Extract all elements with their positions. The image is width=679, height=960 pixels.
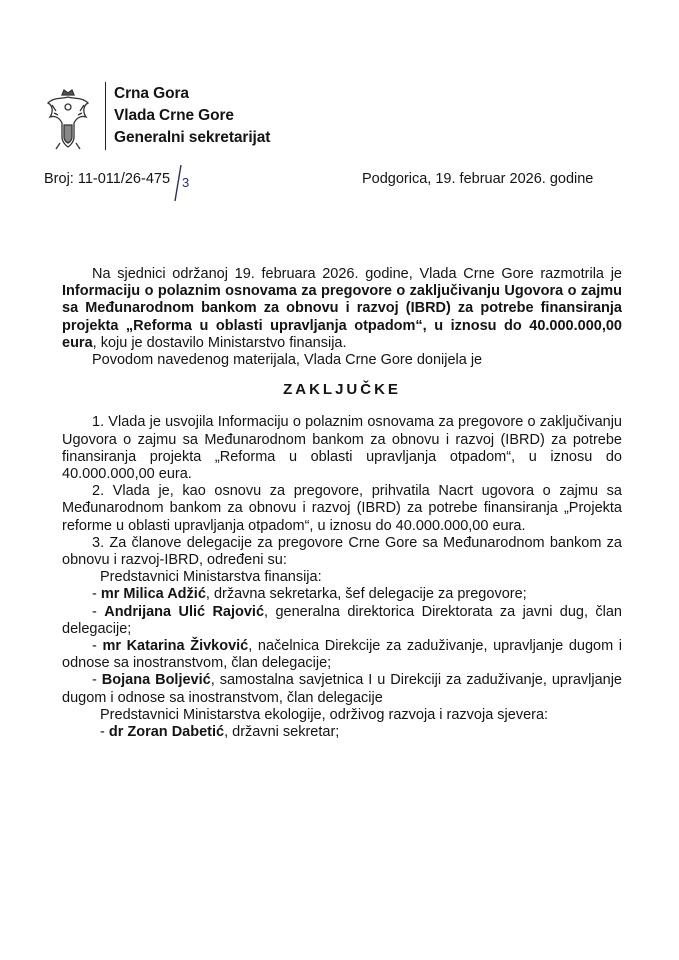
intro-paragraph: Na sjednici održanoj 19. februara 2026. godine, Vlada Crne Gore razmotrila je Informaciju o polaznim osnovama za pregovore o zaključivanju Ugovora o zajmu sa Međunarodnom bankom za obnovu i razvoj (IBRD) za potrebe finansiranja projekta „Reforma u oblasti upravljanja otpadom“, u iznosu do 40.000.000,00 eura, koju je dostavilo Ministarstvo finansija. xyxy=(62,266,622,351)
conclusion-3: 3. Za članove delegacije za pregovore Crne Gore sa Međunarodnom bankom za obnovu i razvoj-IBRD, određeni su: xyxy=(62,534,622,569)
header-divider xyxy=(105,82,106,150)
place-and-date: Podgorica, 19. februar 2026. godine xyxy=(362,171,594,187)
ecology-member-1: - dr Zoran Dabetić, državni sekretar; xyxy=(100,724,340,741)
conclusion-1: 1. Vlada je usvojila Informaciju o polaznim osnovama za pregovore o zaključivanju Ugovora o zajmu sa Međunarodnom bankom za obnovu i razvoj (IBRD) za potrebe finansiranja projekta „Reforma u oblasti upravljanja otpadom“, u iznosu do 40.000.000,00 eura. xyxy=(62,414,622,483)
conclusion-2: 2. Vlada je, kao osnovu za pregovore, prihvatila Nacrt ugovora o zajmu sa Međunarodnom bankom za obnovu i razvoj (IBRD) za potrebe finansiranja „Projekta reforme u oblasti upravljanja otpadom“, u iznosu do 40.000.000,00 eura. xyxy=(62,483,622,534)
member-3: - mr Katarina Živković, načelnica Direkcije za zaduživanje, upravljanje dugom i odnose sa inostranstvom, član delegacije; xyxy=(62,638,622,672)
reference-number: Broj: 11-011/26-475 xyxy=(44,171,171,187)
coat-of-arms-icon xyxy=(44,87,92,151)
member-1: - mr Milica Adžić, državna sekretarka, šef delegacije za pregovore; xyxy=(92,586,527,603)
member-2: - Andrijana Ulić Rajović, generalna direktorica Direktorata za javni dug, član delegacije; xyxy=(62,603,622,637)
header-secretariat: Generalni sekretarijat xyxy=(114,129,271,146)
member-4: - Bojana Boljević, samostalna savjetnica I u Direkciji za zaduživanje, upravljanje dugom i odnose sa inostranstvom, član delegacije xyxy=(62,672,622,706)
intro-line2: Povodom navedenog materijala, Vlada Crne Gore donijela je xyxy=(92,352,483,369)
document-body xyxy=(62,266,622,741)
header-government: Vlada Crne Gore xyxy=(114,107,234,124)
conclusions-title: ZAKLJUČKE xyxy=(283,381,401,399)
handwritten-number xyxy=(171,163,195,203)
header-country: Crna Gora xyxy=(114,85,189,102)
ecology-reps-heading: Predstavnici Ministarstva ekologije, održivog razvoja i razvoja sjevera: xyxy=(100,706,549,723)
finance-reps-heading: Predstavnici Ministarstva finansija: xyxy=(100,569,322,586)
handwritten-suffix: 3 xyxy=(182,175,190,190)
